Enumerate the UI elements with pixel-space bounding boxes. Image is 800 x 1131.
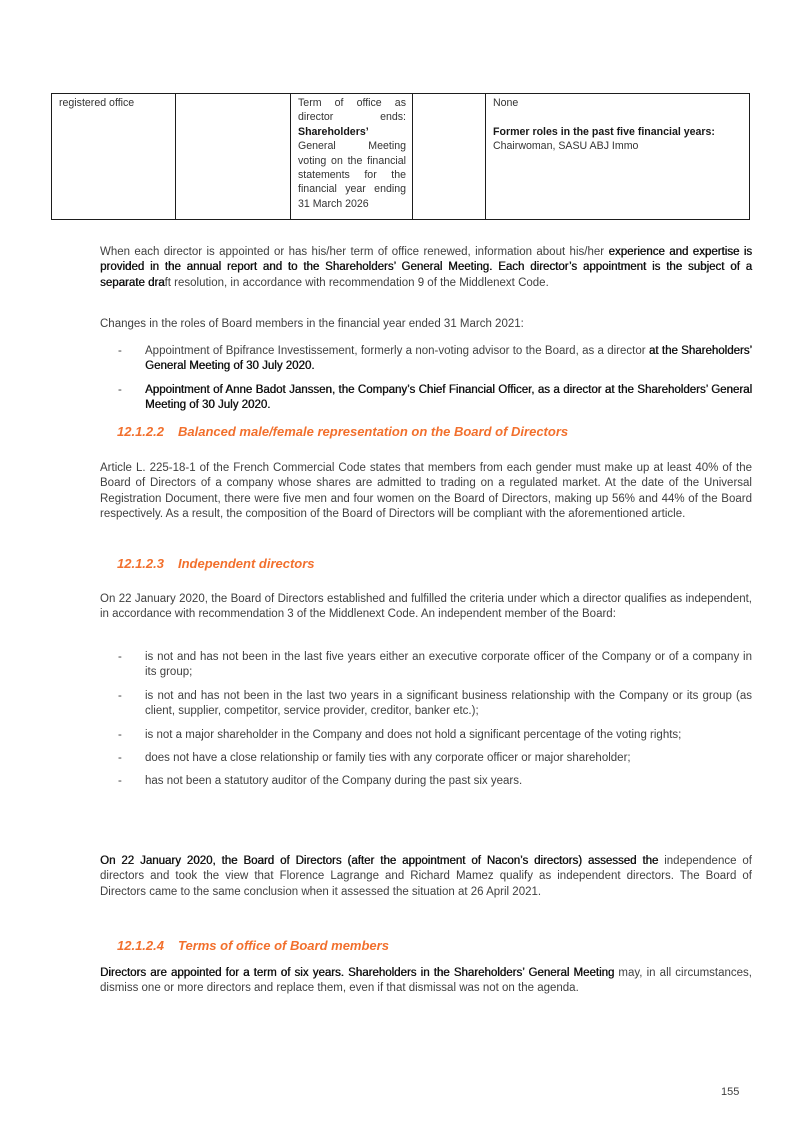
cell-empty-2 xyxy=(413,94,486,220)
section-title: Independent directors xyxy=(178,556,315,571)
section-heading-12-1-2-3 xyxy=(117,556,315,571)
dash-marker: - xyxy=(118,345,122,357)
section-number: 12.1.2.3 xyxy=(117,556,164,571)
list-item xyxy=(100,728,752,743)
list-item-text: has not been a statutory auditor of the Company during the past six years. xyxy=(145,775,523,788)
list-item-text: Appointment of Bpifrance Investissement, formerly a non-voting advisor to the Board, as a director at the Shareholders’ General Meeting of 30 July 2020. xyxy=(145,345,752,373)
term-of-office-text: Term of office as director ends: Shareholders’ General Meeting voting on the financial statements for the financial year ending 31 March 2026 xyxy=(298,97,406,210)
former-roles-value: Chairwoman, SASU ABJ Immo xyxy=(493,140,639,153)
independence-criteria-list xyxy=(100,650,752,798)
current-roles-text: None xyxy=(493,97,519,109)
director-mandates-table xyxy=(51,93,750,220)
list-item xyxy=(100,689,752,720)
list-item xyxy=(100,774,752,789)
list-item-text: is not a major shareholder in the Company and does not hold a significant percentage of the voting rights; xyxy=(145,728,682,741)
list-item xyxy=(100,344,752,375)
paragraph-appointment-process: When each director is appointed or has his/her term of office renewed, information about his/her experience and expertise is provided in the annual report and to the Shareholders’ General Meeting. Each director’s appointment is the subject of a separate draft resolution, in accordance with recommendation 9 of the Middlenext Code. xyxy=(100,246,752,289)
page-number: 155 xyxy=(721,1086,740,1098)
list-item xyxy=(100,383,752,414)
list-item xyxy=(100,751,752,766)
section-number: 12.1.2.4 xyxy=(117,938,164,953)
dash-marker: - xyxy=(118,752,122,765)
board-changes-list xyxy=(100,344,752,422)
list-item-text: is not and has not been in the last five years either an executive corporate officer of the Company or of a company in its group; xyxy=(145,651,752,679)
cell-other-roles xyxy=(486,94,750,220)
section-title: Balanced male/female representation on the Board of Directors xyxy=(178,424,569,439)
paragraph-terms-of-office: Directors are appointed for a term of six years. Shareholders in the Shareholders’ General Meeting may, in all circumstances, dismiss one or more directors and replace them, even if that dismissal was not on the agenda. xyxy=(100,967,752,995)
section-heading-12-1-2-2 xyxy=(117,424,568,439)
cell-term-of-office xyxy=(291,94,413,220)
list-item-text: is not and has not been in the last two years in a significant business relationship with the Company or its group (as client, supplier, competitor, service provider, creditor, banker etc.); xyxy=(145,689,752,718)
cell-empty-1 xyxy=(176,94,291,220)
paragraph-board-changes-intro: Changes in the roles of Board members in the financial year ended 31 March 2021: xyxy=(100,318,524,330)
table-row xyxy=(52,94,750,220)
paragraph-independence-criteria: On 22 January 2020, the Board of Directors established and fulfilled the criteria under which a director qualifies as independent, in accordance with recommendation 3 of the Middlenext Code. An independent member of the Board: xyxy=(100,593,752,621)
paragraph-independence-assessment: On 22 January 2020, the Board of Directors (after the appointment of Nacon’s directors) assessed the independence of directors and took the view that Florence Lagrange and Richard Mamez qualify as independent directors. The Board of Directors came to the same conclusion when it assessed the situation at 26 April 2021. xyxy=(100,855,752,898)
dash-marker: - xyxy=(118,383,122,396)
paragraph-gender-balance: Article L. 225-18-1 of the French Commercial Code states that members from each gender must make up at least 40% of the Board of Directors of a company whose shares are admitted to trading on a regulated market. At the date of the Universal Registration Document, there were five men and four women on the Board of Directors, making up 56% and 44% of the Board respectively. As a result, the composition of the Board of Directors will be compliant with the aforementioned article. xyxy=(100,462,752,521)
registered-office-text: registered office xyxy=(59,97,135,109)
dash-marker: - xyxy=(118,651,122,663)
former-roles-label: Former roles in the past five financial years: xyxy=(493,125,715,138)
list-item-text: Appointment of Anne Badot Janssen, the Company’s Chief Financial Officer, as a director at the Shareholders’ General Meeting of 30 July 2020. xyxy=(145,383,752,412)
cell-registered-office xyxy=(52,94,176,220)
section-title: Terms of office of Board members xyxy=(178,938,389,953)
section-number: 12.1.2.2 xyxy=(117,424,164,439)
section-heading-12-1-2-4 xyxy=(117,938,389,953)
dash-marker: - xyxy=(118,728,122,741)
dash-marker: - xyxy=(118,689,122,702)
list-item xyxy=(100,650,752,681)
dash-marker: - xyxy=(118,775,122,788)
list-item-text: does not have a close relationship or family ties with any corporate officer or major shareholder; xyxy=(145,752,631,765)
